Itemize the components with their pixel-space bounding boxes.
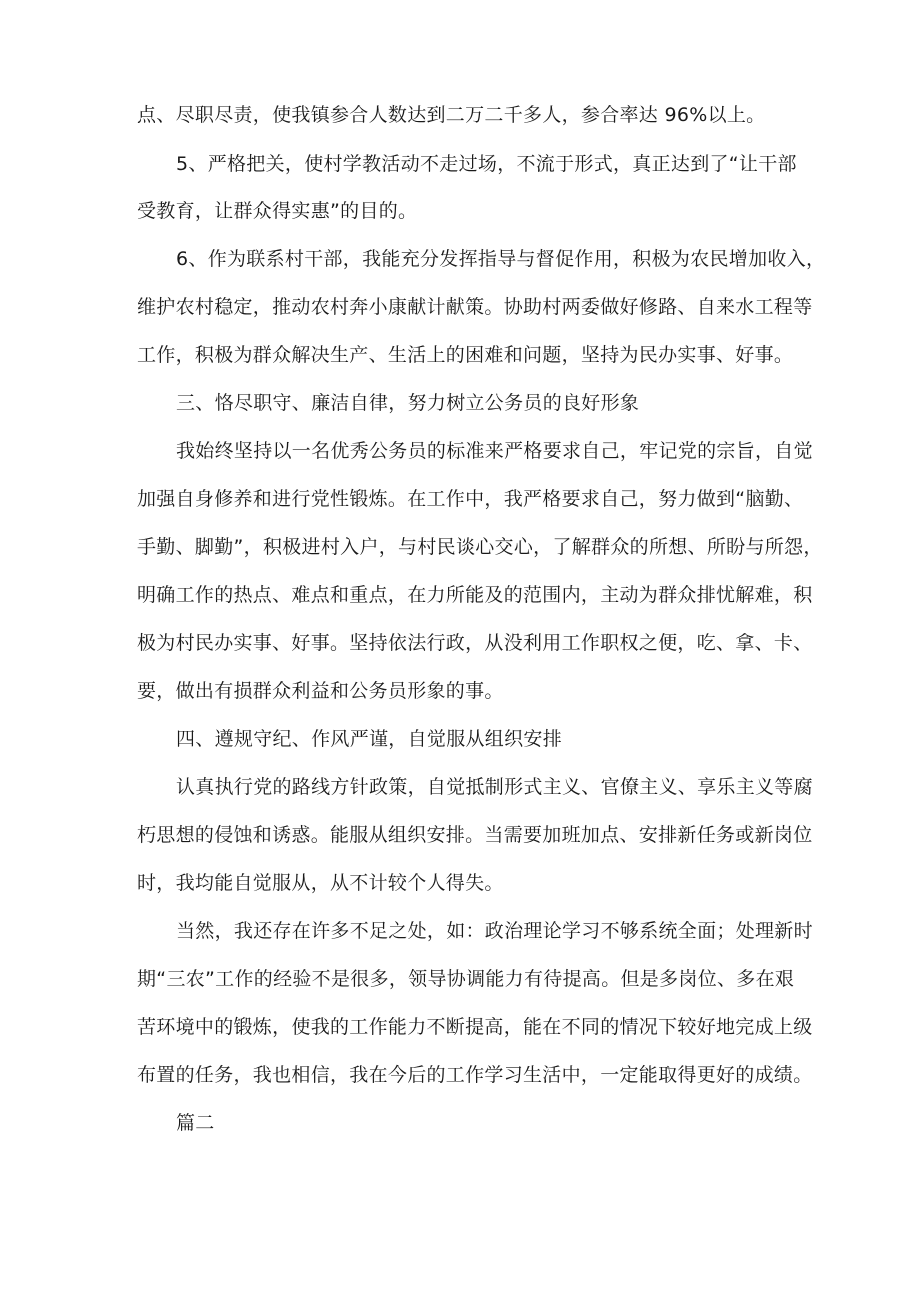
text-line: 时，我均能自觉服从，从不计较个人得失。 (137, 872, 504, 894)
text-line: 朽思想的侵蚀和诱惑。能服从组织安排。当需要加班加点、安排新任务或新岗位 (137, 824, 813, 846)
text-line: 5、严格把关，使村学教活动不走过场，不流于形式，真正达到了“让干部 (176, 153, 797, 175)
text-line: 手勤、脚勤”，积极进村入户，与村民谈心交心，了解群众的所想、所盼与所怨， (137, 536, 823, 558)
section-title: 篇二 (176, 1112, 215, 1134)
text-line: 布置的任务，我也相信，我在今后的工作学习生活中，一定能取得更好的成绩。 (137, 1064, 813, 1086)
section-heading: 四、遵规守纪、作风严谨，自觉服从组织安排 (176, 728, 563, 750)
text-line: 受教育，让群众得实惠”的目的。 (137, 200, 418, 222)
text-line: 苦环境中的锻炼，使我的工作能力不断提高，能在不同的情况下较好地完成上级 (137, 1016, 813, 1038)
text-line: 极为村民办实事、好事。坚持依法行政，从没利用工作职权之便，吃、拿、卡、 (137, 632, 813, 654)
text-line: 期“三农”工作的经验不是很多，领导协调能力有待提高。但是多岗位、多在艰 (137, 968, 795, 990)
text-line: 要，做出有损群众利益和公务员形象的事。 (137, 680, 504, 702)
text-line: 认真执行党的路线方针政策，自觉抵制形式主义、官僚主义、享乐主义等腐 (176, 776, 813, 798)
text-line: 维护农村稳定，推动农村奔小康献计献策。协助村两委做好修路、自来水工程等 (137, 296, 813, 318)
section-heading: 三、恪尽职守、廉洁自律，努力树立公务员的良好形象 (176, 392, 640, 414)
text-line: 当然，我还存在许多不足之处，如：政治理论学习不够系统全面；处理新时 (176, 920, 813, 942)
text-line: 明确工作的热点、难点和重点，在力所能及的范围内，主动为群众排忧解难，积 (137, 584, 813, 606)
text-line: 6、作为联系村干部，我能充分发挥指导与督促作用，积极为农民增加收入， (176, 248, 826, 270)
text-line: 点、尽职尽责，使我镇参合人数达到二万二千多人，参合率达 96%以上。 (137, 104, 766, 126)
text-line: 加强自身修养和进行党性锻炼。在工作中，我严格要求自己，努力做到“脑勤、 (137, 488, 804, 510)
text-line: 我始终坚持以一名优秀公务员的标准来严格要求自己，牢记党的宗旨，自觉 (176, 440, 813, 462)
text-line: 工作，积极为群众解决生产、生活上的困难和问题，坚持为民办实事、好事。 (137, 344, 794, 366)
